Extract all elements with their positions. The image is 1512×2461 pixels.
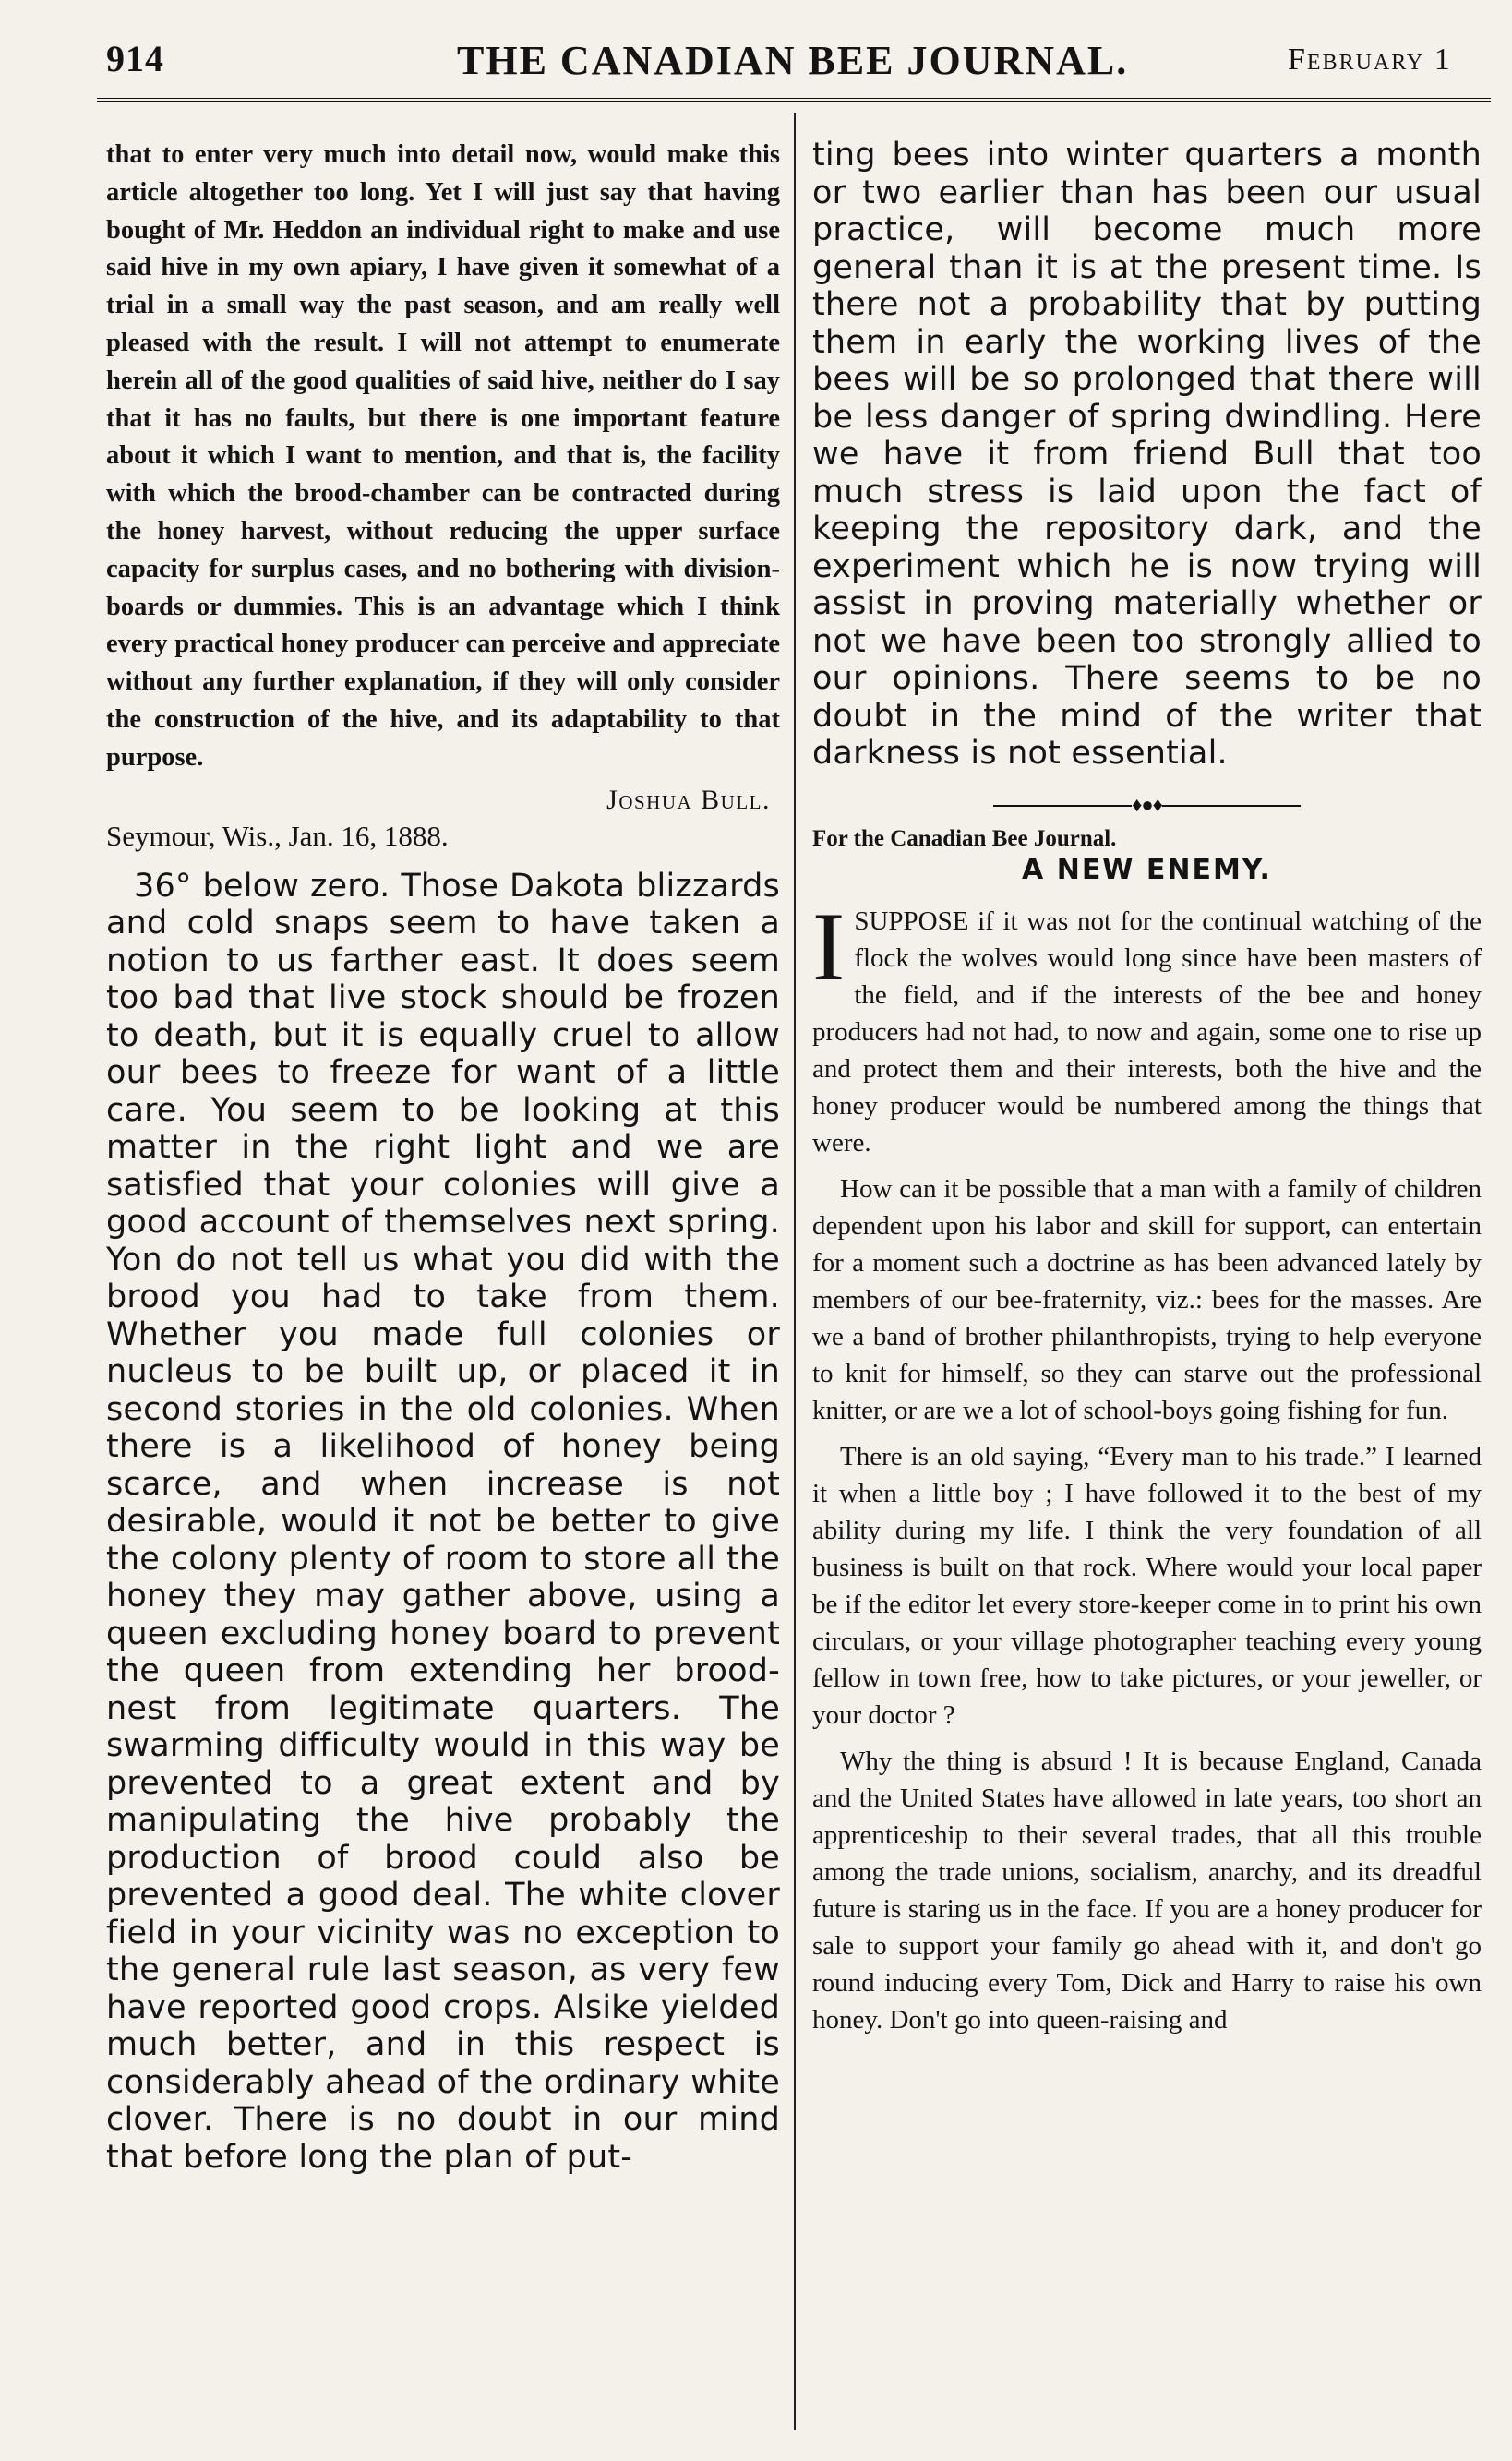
section-divider-ornament: ♦●♦ bbox=[812, 793, 1482, 817]
article-paragraph: How can it be possible that a man with a family of children dependent upon his labor and skill for support, can entertain for a moment such a doctrine as has been advanced lately by members of our bee-fraternity, viz.: bees for the masses. Are we a band of brother philanthropists, trying to help everyone to knit for himself, so they can starve out the professional knitter, or are we a lot of school-boys going fishing for fun. bbox=[812, 1173, 1482, 1425]
page-header bbox=[97, 37, 1491, 102]
article-paragraph: There is an old saying, “Every man to his trade.” I learned it when a little boy ; I have followed it to the best of my ability during my life. I think the very foundation of all business is built on that rock. Where would your local paper be if the editor let every store-keeper come in to print his own circulars, or your village photographer teaching every young fellow in town free, how to take pictures, or your jeweller, or your doctor ? bbox=[812, 1441, 1482, 1730]
article-paragraph: SUPPOSE if it was not for the continual watching of the flock the wolves would long since have been masters of the field, and if the interests of the bee and honey producers had not had, to now and again, some one to rise up and protect them and their interests, both the hive and the honey producer would be numbered among the things that were. bbox=[812, 906, 1482, 1158]
right-column bbox=[812, 137, 1482, 2038]
editor-reply-continued-text: ting bees into winter quarters a month or two earlier than has been our usual practice, will become much more general than it is at the present time. Is there not a probability that by putting them in early the working lives of the bees will be so prolonged that there will be less danger of spring dwindling. Here we have it from friend Bull that too much stress is laid upon the fact of keeping the repository dark, and the experiment which he is now trying will assist in proving materially whether or not we have been too strongly allied to our opinions. There seems to be no doubt in the mind of the writer that darkness is not essential. bbox=[812, 137, 1482, 772]
issue-date: February 1 bbox=[1288, 42, 1452, 77]
letter-dateline: Seymour, Wis., Jan. 16, 1888. bbox=[106, 819, 449, 852]
page-number: 914 bbox=[106, 38, 164, 79]
header-rule bbox=[97, 98, 1491, 102]
drop-cap-letter: I bbox=[812, 892, 846, 1001]
letter-signature: Joshua Bull. bbox=[606, 784, 771, 815]
letter-continued-text: that to enter very much into detail now, would make this article altogether too long. Yet I will just say that having bought of Mr. Heddon an individual right to make and use said hive in my own apiary, I have given it somewhat of a trial in a small way the past season, and am really well pleased with the result. I will not attempt to enumerate herein all of the good qualities of said hive, neither do I say that it has no faults, but there is one important feature about it which I want to mention, and that is, the facility with which the brood-chamber can be contracted during the honey harvest, without reducing the upper surface capacity for surplus cases, and no bothering with division-boards or dummies. This is an advantage which I think every practical honey producer can perceive and appreciate without any further explanation, if they will only consider the construction of the hive, and its adaptability to that purpose. bbox=[106, 140, 780, 772]
column-divider bbox=[794, 113, 796, 2430]
article-body bbox=[812, 892, 1482, 2038]
editor-reply-text: 36° below zero. Those Dakota blizzards and cold snaps seem to have taken a notion to us farther east. It does seem too bad that live stock should be frozen to death, but it is equally cruel to allow our bees to freeze for want of a little care. You seem to be looking at this matter in the right light and we are satisfied that your colonies will give a good account of themselves next spring. Yon do not tell us what you did with the brood you had to take from them. Whether you made full colonies or nucleus to be built up, or placed it in second stories in the old colonies. When there is a likelihood of honey being scarce, and when increase is not desirable, would it not be better to give the colony plenty of room to store all the honey they may gather above, using a queen excluding honey board to prevent the queen from extending her brood-nest from legitimate quarters. The swarming difficulty would in this way be prevented to a great extent and by manipulating the hive probably the production of brood could also be prevented a good deal. The white clover field in your vicinity was no exception to the general rule last season, as very few have reported good crops. Alsike yielded much better, and in this respect is considerably ahead of the ordinary white clover. There is no doubt in our mind that before long the plan of put- bbox=[106, 867, 780, 2176]
article-paragraph: Why the thing is absurd ! It is because England, Canada and the United States have allowed in late years, too short an apprenticeship to their several trades, that all this trouble among the trade unions, socialism, anarchy, and its dreadful future is staring us in the face. If you are a honey producer for sale to support your family go ahead with it, and don't go round inducing every Tom, Dick and Harry to raise his own honey. Don't go into queen-raising and bbox=[812, 1746, 1482, 2035]
left-column bbox=[106, 137, 780, 2176]
article-title: A NEW ENEMY. bbox=[1022, 853, 1272, 886]
article-byline: For the Canadian Bee Journal. bbox=[812, 825, 1117, 851]
journal-title: THE CANADIAN BEE JOURNAL. bbox=[457, 38, 1129, 83]
journal-page bbox=[97, 37, 1491, 2446]
